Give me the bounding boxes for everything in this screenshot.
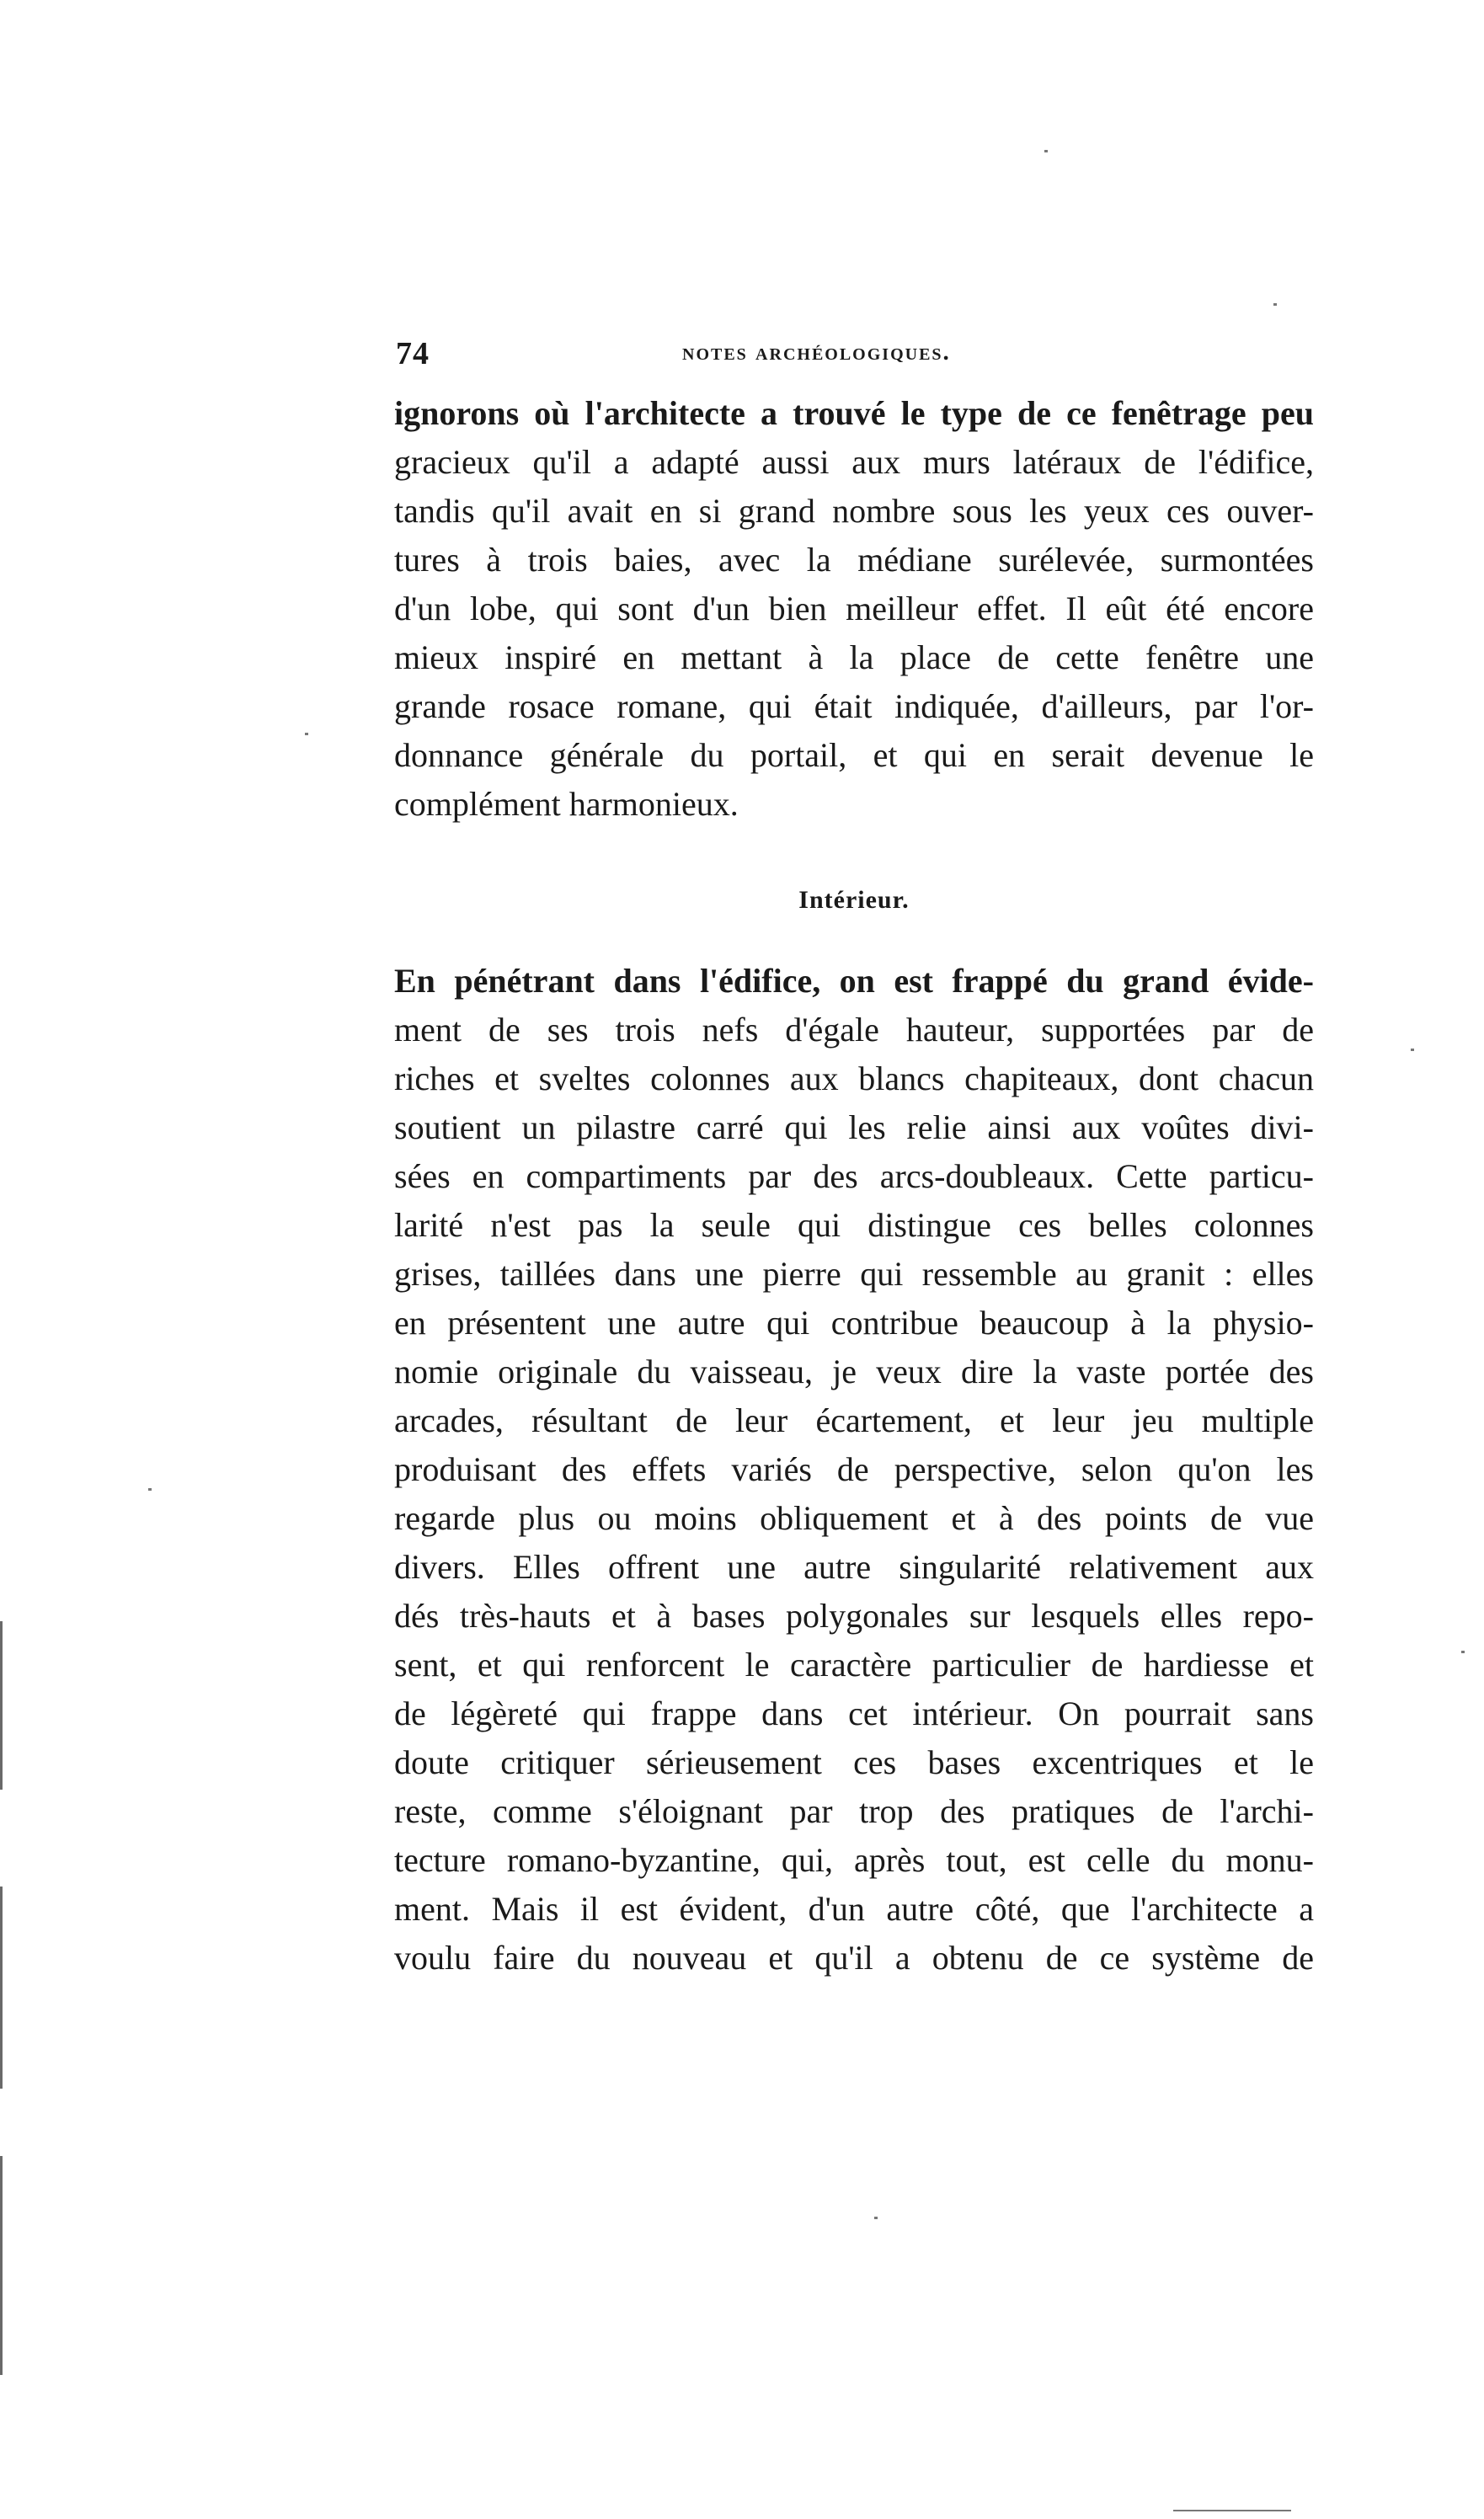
- text-line: ignorons où l'architecte a trouvé le type de ce fenêtrage peu: [394, 394, 1314, 432]
- text-line: gracieux qu'il a adapté aussi aux murs latéraux de l'édifice,: [394, 443, 1314, 481]
- text-line: tandis qu'il avait en si grand nombre sous les yeux ces ouver-: [394, 492, 1314, 530]
- text-line: divers. Elles offrent une autre singularité relativement aux: [394, 1548, 1314, 1586]
- text-line: ment de ses trois nefs d'égale hauteur, supportées par de: [394, 1011, 1314, 1049]
- text-line: mieux inspiré en mettant à la place de cette fenêtre une: [394, 638, 1314, 676]
- text-line: tecture romano-byzantine, qui, après tout, est celle du monu-: [394, 1841, 1314, 1879]
- running-head: [396, 335, 1036, 377]
- text-line: larité n'est pas la seule qui distingue ces belles colonnes: [394, 1206, 1314, 1244]
- text-line: produisant des effets variés de perspective, selon qu'on les: [394, 1450, 1314, 1488]
- text-line: complément harmonieux.: [394, 785, 739, 823]
- paragraph-1: [394, 389, 1314, 829]
- scan-speck: [1273, 303, 1277, 306]
- text-line: nomie originale du vaisseau, je veux dire la vaste portée des: [394, 1353, 1314, 1390]
- text-line: sées en compartiments par des arcs-doubleaux. Cette particu-: [394, 1157, 1314, 1195]
- text-line: sent, et qui renforcent le caractère particulier de hardiesse et: [394, 1646, 1314, 1684]
- text-line: tures à trois baies, avec la médiane surélevée, surmontées: [394, 541, 1314, 579]
- scan-speck: [874, 2217, 878, 2219]
- text-line: dés très-hauts et à bases polygonales sur lesquels elles repo-: [394, 1597, 1314, 1635]
- scan-speck: [1461, 1651, 1465, 1653]
- page-number: 74: [396, 336, 430, 371]
- scan-speck: [1411, 1049, 1414, 1051]
- text-line: reste, comme s'éloignant par trop des pratiques de l'archi-: [394, 1792, 1314, 1830]
- text-line: En pénétrant dans l'édifice, on est frappé du grand évide-: [394, 962, 1314, 1000]
- paragraph-2: [394, 957, 1314, 1983]
- text-line: de légèreté qui frappe dans cet intérieur. On pourrait sans: [394, 1694, 1314, 1732]
- text-line: grises, taillées dans une pierre qui ressemble au granit : elles: [394, 1255, 1314, 1293]
- scan-speck: [305, 733, 308, 735]
- scan-speck: [1173, 2510, 1291, 2511]
- scan-speck: [1044, 150, 1048, 152]
- text-line: riches et sveltes colonnes aux blancs chapiteaux, dont chacun: [394, 1059, 1314, 1097]
- text-line: grande rosace romane, qui était indiquée, d'ailleurs, par l'or-: [394, 687, 1314, 725]
- scan-gutter-mark: [0, 2156, 3, 2375]
- text-line: regarde plus ou moins obliquement et à des points de vue: [394, 1499, 1314, 1537]
- scan-gutter-mark: [0, 1621, 3, 1790]
- running-title: notes archéologiques.: [682, 339, 951, 366]
- text-line: ment. Mais il est évident, d'un autre côté, que l'architecte a: [394, 1890, 1314, 1928]
- text-line: en présentent une autre qui contribue beaucoup à la physio-: [394, 1304, 1314, 1342]
- text-line: donnance générale du portail, et qui en serait devenue le: [394, 736, 1314, 774]
- scan-speck: [148, 1488, 152, 1491]
- scan-gutter-mark: [0, 1887, 3, 2089]
- text-line: d'un lobe, qui sont d'un bien meilleur effet. Il eût été encore: [394, 590, 1314, 627]
- text-line: arcades, résultant de leur écartement, et leur jeu multiple: [394, 1401, 1314, 1439]
- section-heading: Intérieur.: [798, 886, 910, 914]
- text-line: soutient un pilastre carré qui les relie ainsi aux voûtes divi-: [394, 1108, 1314, 1146]
- text-line: voulu faire du nouveau et qu'il a obtenu de ce système de: [394, 1939, 1314, 1977]
- text-line: doute critiquer sérieusement ces bases excentriques et le: [394, 1743, 1314, 1781]
